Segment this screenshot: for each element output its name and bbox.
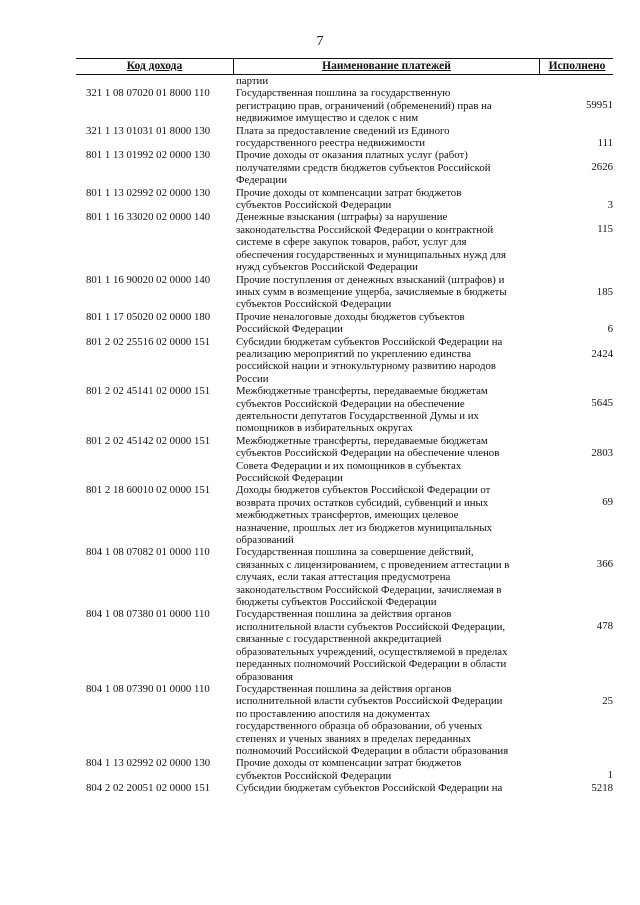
row-name-line: назначение, прошлых лет из бюджетов муниципальных xyxy=(236,521,493,534)
row-amount: 185 xyxy=(596,285,613,298)
row-name-line: Субсидии бюджетам субъектов Российской Федерации на xyxy=(236,782,503,795)
row-name-line: недвижимое имущество и сделок с ним xyxy=(236,112,419,125)
table-row xyxy=(76,608,613,682)
row-name xyxy=(233,149,538,186)
row-code: 804 1 08 07380 01 0000 110 xyxy=(86,608,210,621)
row-name-line: Денежные взыскания (штрафы) за нарушение xyxy=(236,211,448,224)
row-name-line: субъектов Российской Федерации на обеспечение членов xyxy=(236,447,500,460)
row-name-line: бюджеты субъектов Российской Федерации xyxy=(236,596,437,609)
row-name-line: Прочие доходы от компенсации затрат бюджетов xyxy=(236,757,462,770)
row-name xyxy=(233,75,538,87)
row-name-line: Государственная пошлина за государственную xyxy=(236,87,451,100)
row-name-line: Государственная пошлина за действия органов xyxy=(236,682,452,695)
row-name xyxy=(233,435,538,485)
row-amount: 5645 xyxy=(591,397,613,410)
row-name-line: субъектов Российской Федерации на обеспечение xyxy=(236,397,465,410)
row-amount: 2803 xyxy=(591,446,613,459)
row-name-line: исполнительной власти субъектов Российской Федерации, xyxy=(236,620,506,633)
row-name-line: государственного реестра недвижимости xyxy=(236,137,426,150)
table-row xyxy=(76,187,613,212)
table-row xyxy=(76,385,613,435)
row-name-line: связанных с лицензированием, с проведением аттестации в xyxy=(236,558,510,571)
row-name-line: полномочий Российской Федерации в области образования xyxy=(236,744,509,757)
row-name-line: Государственная пошлина за действия органов xyxy=(236,608,452,621)
row-amount xyxy=(538,75,613,87)
row-name-line: Субсидии бюджетам субъектов Российской Федерации на xyxy=(236,335,503,348)
row-name xyxy=(233,274,538,311)
table-row xyxy=(76,435,613,485)
row-name-line: нужд субъектов Российской Федерации xyxy=(236,261,418,274)
row-name-line: иных сумм в возмещение ущерба, зачисляемые в бюджеты xyxy=(236,285,507,298)
table-row xyxy=(76,75,613,87)
row-name-line: образовательных учреждений, осуществляемой в пределах xyxy=(236,645,508,658)
row-code: 321 1 13 01031 01 8000 130 xyxy=(86,124,211,137)
row-code: 801 1 16 33020 02 0000 140 xyxy=(86,211,211,224)
row-name-line: возврата прочих остатков субсидий, субвенций и иных xyxy=(236,496,489,509)
row-amount: 111 xyxy=(597,136,613,149)
row-name-line: Совета Федерации и их помощников в субъектах xyxy=(236,459,462,472)
row-name-line: государственного образца об образовании, об ученых xyxy=(236,720,483,733)
table-row xyxy=(76,311,613,336)
row-name xyxy=(233,608,538,682)
row-code: 801 1 13 02992 02 0000 130 xyxy=(86,186,211,199)
row-name-line: регистрацию прав, ограничений (обременений) прав на xyxy=(236,99,492,112)
row-name-line: Российской Федерации xyxy=(236,472,343,484)
row-name-line: России xyxy=(236,372,269,385)
row-name-line: законодательством Российской Федерации, зачисляемая в xyxy=(236,583,502,596)
row-name-line: законодательства Российской Федерации о контрактной xyxy=(236,223,494,236)
row-name-line: межбюджетных трансфертов, имеющих целевое xyxy=(236,509,459,522)
row-name-line: по проставлению апостиля на документах xyxy=(236,707,431,720)
table-row xyxy=(76,683,613,757)
row-code: 804 1 13 02992 02 0000 130 xyxy=(86,757,211,770)
row-code: 801 1 17 05020 02 0000 180 xyxy=(86,310,211,323)
row-amount: 2626 xyxy=(591,161,613,174)
table-header xyxy=(76,58,613,75)
row-name xyxy=(233,546,538,608)
row-name xyxy=(233,757,538,782)
row-name-line: Прочие доходы от оказания платных услуг (работ) xyxy=(236,149,468,162)
row-name xyxy=(233,782,538,794)
table-row xyxy=(76,546,613,608)
row-amount: 2424 xyxy=(591,347,613,360)
row-name-line: Плата за предоставление сведений из Единого xyxy=(236,124,450,137)
row-name-line: степенях и ученых званиях в пределах переданных xyxy=(236,732,471,745)
row-name-line: связанные с государственной аккредитацией xyxy=(236,633,442,646)
header-amount: Исполнено xyxy=(548,60,606,72)
row-name-line: получателями средств бюджетов субъектов Российской xyxy=(236,161,491,174)
row-name-line: реализацию мероприятий по укреплению единства xyxy=(236,347,472,360)
row-name-line: исполнительной власти субъектов Российской Федерации xyxy=(236,695,503,708)
row-name-line: Государственная пошлина за совершение действий, xyxy=(236,546,474,559)
row-name xyxy=(233,187,538,212)
header-code: Код дохода xyxy=(126,60,183,72)
row-code: 801 2 02 25516 02 0000 151 xyxy=(86,335,211,348)
row-code: 801 1 13 01992 02 0000 130 xyxy=(86,149,211,162)
row-name-line: деятельности депутатов Государственной Думы и их xyxy=(236,409,479,422)
row-name xyxy=(233,484,538,546)
page-number: 7 xyxy=(316,34,324,49)
row-name-line: субъектов Российской Федерации xyxy=(236,769,392,782)
row-name-line: субъектов Российской Федерации xyxy=(236,199,392,212)
row-code: 804 1 08 07390 01 0000 110 xyxy=(86,682,210,695)
row-name xyxy=(233,211,538,273)
row-code: 801 2 18 60010 02 0000 151 xyxy=(86,484,211,497)
row-amount: 69 xyxy=(602,496,613,509)
row-code xyxy=(76,75,233,87)
row-name-line: российской нации и этнокультурному развитию народов xyxy=(236,360,497,373)
row-code: 804 1 08 07082 01 0000 110 xyxy=(86,546,210,559)
row-name-line: Федерации xyxy=(236,174,287,187)
table-row xyxy=(76,149,613,186)
row-name-line: Прочие доходы от компенсации затрат бюджетов xyxy=(236,186,462,199)
row-name-line: обеспечения государственных и муниципальных нужд для xyxy=(236,248,506,261)
row-name xyxy=(233,336,538,386)
row-name-line: субъектов Российской Федерации xyxy=(236,298,392,311)
row-amount: 478 xyxy=(596,620,613,633)
table-row xyxy=(76,211,613,273)
table-row xyxy=(76,484,613,546)
row-name-line: образования xyxy=(236,670,293,683)
row-name xyxy=(233,125,538,150)
row-name xyxy=(233,385,538,435)
row-name xyxy=(233,311,538,336)
table-row xyxy=(76,757,613,782)
row-name xyxy=(233,683,538,757)
table-row xyxy=(76,125,613,150)
row-amount: 366 xyxy=(596,558,613,571)
row-name-line: Межбюджетные трансферты, передаваемые бюджетам xyxy=(236,434,488,447)
row-amount: 25 xyxy=(602,694,613,707)
row-name xyxy=(233,87,538,124)
row-name-line: Прочие неналоговые доходы бюджетов субъектов xyxy=(236,310,465,323)
table-body xyxy=(76,75,613,795)
row-code: 801 2 02 45142 02 0000 151 xyxy=(86,434,211,447)
row-name-line: образований xyxy=(236,534,294,547)
row-code: 804 2 02 20051 02 0000 151 xyxy=(86,782,211,795)
row-amount: 6 xyxy=(607,322,613,335)
row-name-line: переданных полномочий Российской Федерации в области xyxy=(236,658,507,671)
table-row xyxy=(76,87,613,124)
row-name-line: помощников в избирательных округах xyxy=(236,422,413,435)
table-row xyxy=(76,336,613,386)
table-row xyxy=(76,782,613,794)
row-amount: 1 xyxy=(607,769,613,782)
row-code: 801 2 02 45141 02 0000 151 xyxy=(86,385,211,398)
row-name-line: Российской Федерации xyxy=(236,323,343,336)
row-name-line: системе в сфере закупок товаров, работ, услуг для xyxy=(236,236,467,249)
header-name: Наименование платежей xyxy=(233,59,540,74)
row-name-line: Межбюджетные трансферты, передаваемые бюджетам xyxy=(236,385,488,398)
row-name-line: Доходы бюджетов субъектов Российской Федерации от xyxy=(236,484,491,497)
row-amount: 115 xyxy=(597,223,613,236)
row-amount: 5218 xyxy=(591,782,613,795)
row-code: 801 1 16 90020 02 0000 140 xyxy=(86,273,211,286)
row-name-line: случаях, если такая аттестация предусмотрена xyxy=(236,571,451,584)
revenue-table xyxy=(76,58,613,795)
table-row xyxy=(76,274,613,311)
row-amount: 3 xyxy=(607,198,613,211)
row-amount: 59951 xyxy=(586,99,613,112)
row-code: 321 1 08 07020 01 8000 110 xyxy=(86,87,210,100)
row-name-line: партии xyxy=(236,75,269,87)
row-name-line: Прочие поступления от денежных взысканий (штрафов) и xyxy=(236,273,505,286)
